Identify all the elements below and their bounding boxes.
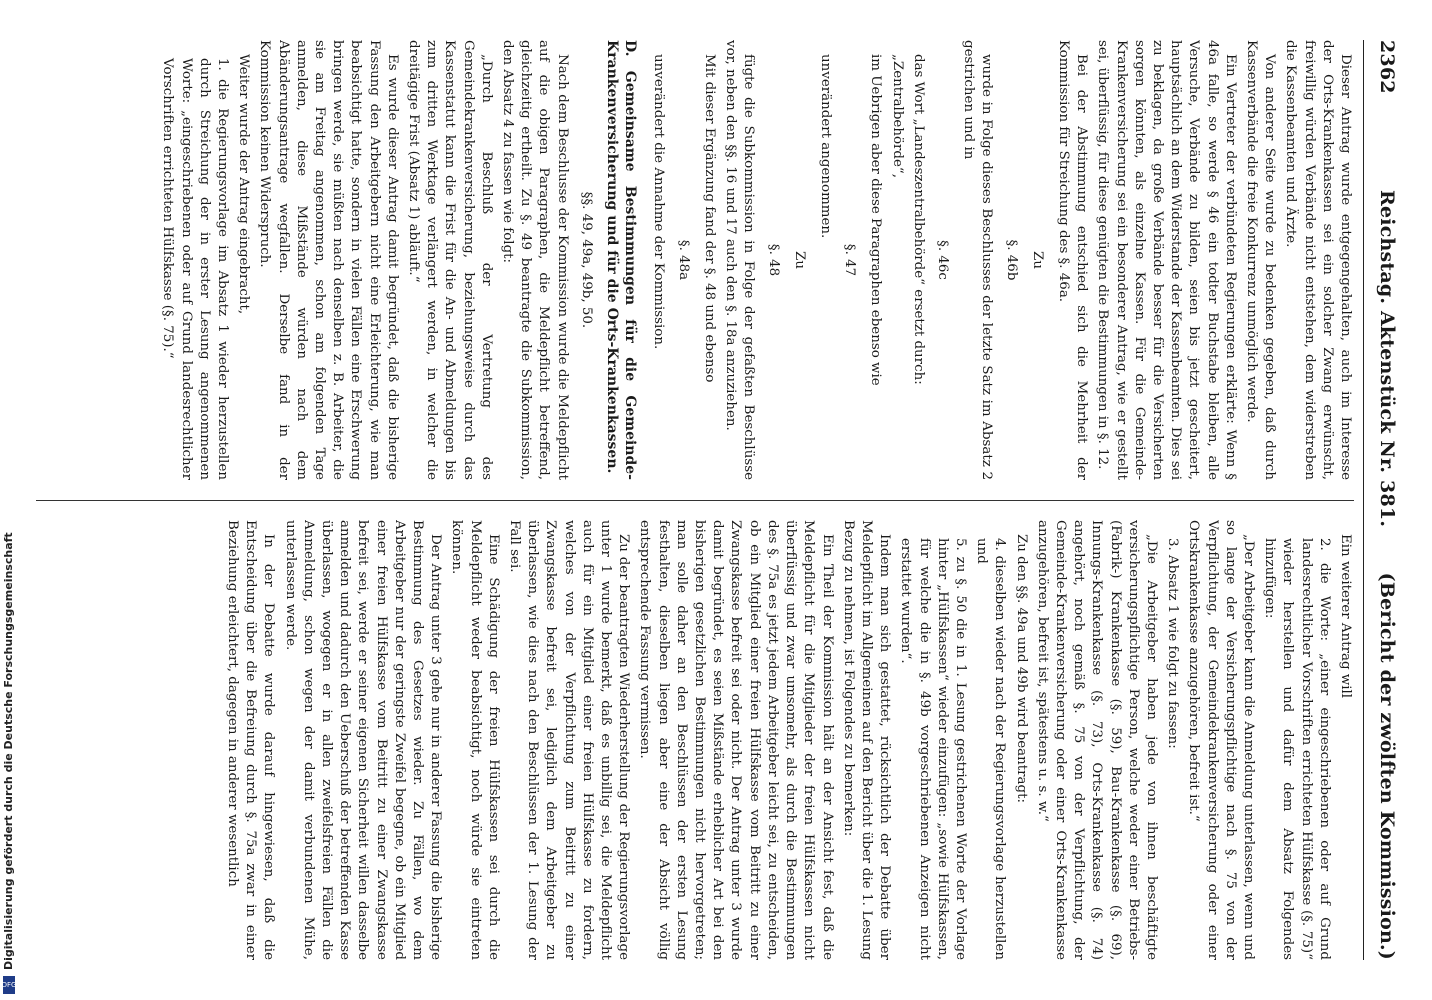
paragraph: In der Debatte wurde darauf hingewiesen, daß die Entscheidung über die Befreiung durch §. 75a zwar in einer Beziehung erleichtert, dagegen in anderer wesentlich	[225, 520, 277, 960]
digitization-credit: Digitalisierung gefördert durch die Deutsche Forschungsgemeinschaft	[2, 532, 15, 970]
dfg-logo-icon: DFG	[3, 976, 15, 994]
paragraph: Mit dieser Ergänzung fand der §. 48 und ebenso	[701, 54, 717, 383]
paragraph: Ein Theil der Kommission hält an der Ansicht fest, daß die Meldepflicht für die Mitglieder der freien Hülfskassen nicht überflüssig und zwar umsomehr, als durch die Bestimmungen des §. 75a es jetzt jedem Arbeitgeber leicht sei, zu entscheiden, ob ein Mitglied einer freien Hülfskasse vom Beitritt zu einer Zwangskasse befreit sei oder nicht. Der Antrag unter 3 wurde damit begründet, es seien Mißstände erheblicher Art bei den bisherigen gesetzlichen Bestimmungen nicht hervorgetreten; man solle daher an den Beschlüssen der ersten Lesung festhalten, dieselben liegen aber eine der Absicht völlig entsprechende Fassung vermissen.	[637, 520, 835, 960]
left-column	[26, 40, 1354, 480]
paragraph: im Uebrigen aber diese Paragraphen ebenso wie	[868, 54, 884, 386]
paragraph: 2. die Worte: „einer eingeschriebenen oder auf Grund landesrechtlicher Vorschriften errichteten Hülfskasse (§. 75)“ wieder herstellen und dafür dem Absatz Folgendes hinzufügen:	[1262, 538, 1332, 960]
paragraph-label: §§. 49, 49a, 49b, 50.	[578, 191, 594, 329]
paragraph: Von anderer Seite wurde zu bedenken gegeben, daß durch Kassenverbände die freie Konkurrenz unmöglich werde.	[1243, 40, 1278, 480]
column-divider	[36, 500, 1354, 501]
paragraph: Nach dem Beschlusse der Kommission wurde die Meldepflicht auf die obigen Paragraphen, die Meldepflicht betreffend, gleichzeitig ertheilt. Zu §. 49 beantragte die Subkommission, den Absatz 4 zu fassen wie folgt:	[500, 40, 570, 480]
paragraph: Der Antrag unter 3 gehe nur in anderer Fassung die bisherige Bestimmung des Gesetzes wieder. Zu Fällen, wo dem Arbeitgeber nur der geringste Zweifel begegne, ob ein Mitglied einer freien Hülfskasse vom Beitritt zu einer Zwangskasse befreit sei, werde er seiner eigenen Sicherheit willen dasselbe anmelden und dadurch den Ueberschuß der betreffenden Kasse überlassen, wogegen er in allen zweifelsfreien Fällen die Anmeldung, schon wegen der damit verbundenen Mühe, unterlassen werde.	[282, 520, 444, 960]
paragraph: Ein weiterer Antrag will	[1338, 534, 1353, 699]
paragraph: Es wurde dieser Antrag damit begründet, daß die bisherige Fassung den Arbeitgebern nicht eine Erleichterung, wie man beabsichtigt hatte, sondern in vielen Fällen eine Erschwerung bringen werde, sie müßten nach denselben z. B. Arbeiter, die sie am Freitag angenommen, schon am folgenden Tage anmelden, diese Mißstände würden nach dem Abänderungsantrage wegfallen. Derselbe fand in der Kommission keinen Widerspruch.	[257, 40, 400, 480]
paragraph: Eine Schädigung der freien Hülfskassen sei durch die Meldepflicht weder beabsichtigt, noch würde sie eintreten können.	[449, 520, 501, 960]
header-rule	[1363, 40, 1364, 960]
paragraph-label: §. 47	[842, 243, 858, 277]
paragraph: 5. zu §. 50 die in 1. Lesung gestrichenen Worte der Vorlage hinter „Hülfskassen“ wieder einzufügen: „sowie Hülfskassen, für welche die in §. 49b vorgeschriebenen Anzeigen nicht erstattet wurden“.	[898, 538, 968, 960]
paragraph-label: §. 46b	[1003, 239, 1019, 281]
paragraph: „Der Arbeitgeber kann die Anmeldung unterlassen, wenn und so lange der Versicherungspflichtige nach §. 75 von der Verpflichtung, der Gemeindekrankenversicherung oder einer Ortskrankenkasse anzugehören, befreit ist.“	[1186, 520, 1256, 960]
paragraph-label: §. 46c	[934, 240, 950, 280]
paragraph: fügte die Subkommission in Folge der gefaßten Beschlüsse vor, neben den §§. 16 und 17 auch den §. 18a anzuziehen.	[723, 40, 757, 480]
paragraph: Ein Vertreter der verbündeten Regierungen erklärte: Wenn § 46a falle, so werde § 46 ein todter Buchstabe bleiben, alle Versuche, Verbände zu bilden, seien bis jetzt gescheitert, hauptsächlich an dem Widerstande der Kassenbeamten. Dies sei zu beklagen, da große Verbände besser für die Versicherten sorgen könnten, als einzelne Kassen. Für die Gemeinde-Krankenversicherung sei ein besonderer Antrag, wie er gestellt sei, überflüssig, für diese genügten die Bestimmungen in §. 12.	[1095, 40, 1238, 480]
paragraph: wurde in Folge dieses Beschlusses der letzte Satz im Absatz 2 gestrichen und in	[961, 40, 995, 480]
paragraph: unverändert angenommen.	[817, 54, 833, 239]
paragraph: 1. die Regierungsvorlage im Absatz 1 wieder herzustellen durch Streichung der in erster Lesung angenommenen Worte: „eingeschriebenen oder auf Grund landesrechtlicher Vorschriften errichteten Hülfskasse (§. 75).“	[160, 58, 231, 480]
paragraph: Bei der Abstimmung entschied sich die Mehrheit der Kommission für Streichung des §. 46a.	[1055, 40, 1090, 480]
paragraph: das Wort „Landeszentralbehörde“ ersetzt durch:	[910, 54, 926, 385]
page-number: 2362	[1376, 40, 1398, 94]
right-column	[26, 520, 1354, 960]
paragraph: Zu der beantragten Wiederherstellung der Regierungsvorlage unter 1 wurde bemerkt, daß es unbillig sei, die Meldepflicht auch für ein Mitglied einer freien Hülfskasse zu fordern, welches von der Verpflichtung zum Beitritt zu einer Zwangskasse befreit sei, lediglich dem Arbeitgeber zu überlassen, wie dies nach den Beschlüssen der 1. Lesung der Fall sei.	[507, 520, 632, 960]
section-heading: D. Gemeinsame Bestimmungen für die Gemeinde-Krankenversicherung und für die Orts-Krankenkassen.	[604, 40, 639, 480]
report-title: (Bericht der zwölften Kommission.)	[1376, 572, 1398, 960]
paragraph-label: Zu	[1029, 251, 1045, 269]
paragraph-label: §. 48	[765, 243, 781, 277]
paragraph: „Durch Beschluß der Vertretung des Gemeindekrankenversicherung, beziehungsweise durch das Kassenstatut kann die Frist für die An- und Abmeldungen bis zum dritten Werktage verlängert werden, in welcher die dreitägige Frist (Absatz 1) abläuft.“	[406, 40, 494, 480]
page-header	[1362, 40, 1398, 960]
scanned-page	[16, 0, 1416, 1000]
paragraph: Weiter wurde der Antrag eingebracht,	[236, 54, 252, 315]
paragraph: Indem man sich gestattet, rücksichtlich der Debatte über Meldepflicht im Allgemeinen auf den Bericht über die 1. Lesung Bezug zu nehmen, ist Folgendes zu bemerken:	[840, 520, 893, 960]
paragraph: Zu den §§. 49a und 49b wird beantragt:	[1013, 534, 1029, 803]
paragraph: „Die Arbeitgeber haben jede von ihnen beschäftigte versicherungspflichtige Person, welche weder einer Betriebs- (Fabrik-) Krankenkasse (§. 59), Bau-Krankenkasse (§. 69), Innungs-Krankenkasse (§. 73), Orts-Krankenkasse (§. 74) angehört, noch gemäß §. 75 von der Verpflichtung, der Gemeinde-Krankenversicherung oder einer Orts-Krankenkasse anzugehören, befreit ist, spätestens u. s. w.“	[1034, 520, 1159, 960]
paragraph: unverändert die Annahme der Kommission.	[651, 54, 667, 350]
running-title: Reichstag. Aktenstück Nr. 381.	[1376, 190, 1398, 528]
paragraph: Dieser Antrag wurde entgegengehalten, auch im Interesse der Orts-Krankenkassen sei ein solcher Zwang erwünscht, freiwillig würden Verbände nicht entstehen, dem widerstreben die Kassenbeamten und Ärzte.	[1283, 40, 1353, 480]
paragraph: „Zentralbehörde“,	[889, 54, 905, 179]
page-content	[16, 0, 1416, 1000]
paragraph: 4. dieselben wieder nach der Regierungsvorlage herzustellen und	[974, 538, 1008, 960]
paragraph-label: Zu	[791, 251, 807, 269]
paragraph-label: §. 48a	[675, 239, 691, 281]
paragraph: 3. Absatz 1 wie folgt zu fassen:	[1165, 538, 1181, 749]
